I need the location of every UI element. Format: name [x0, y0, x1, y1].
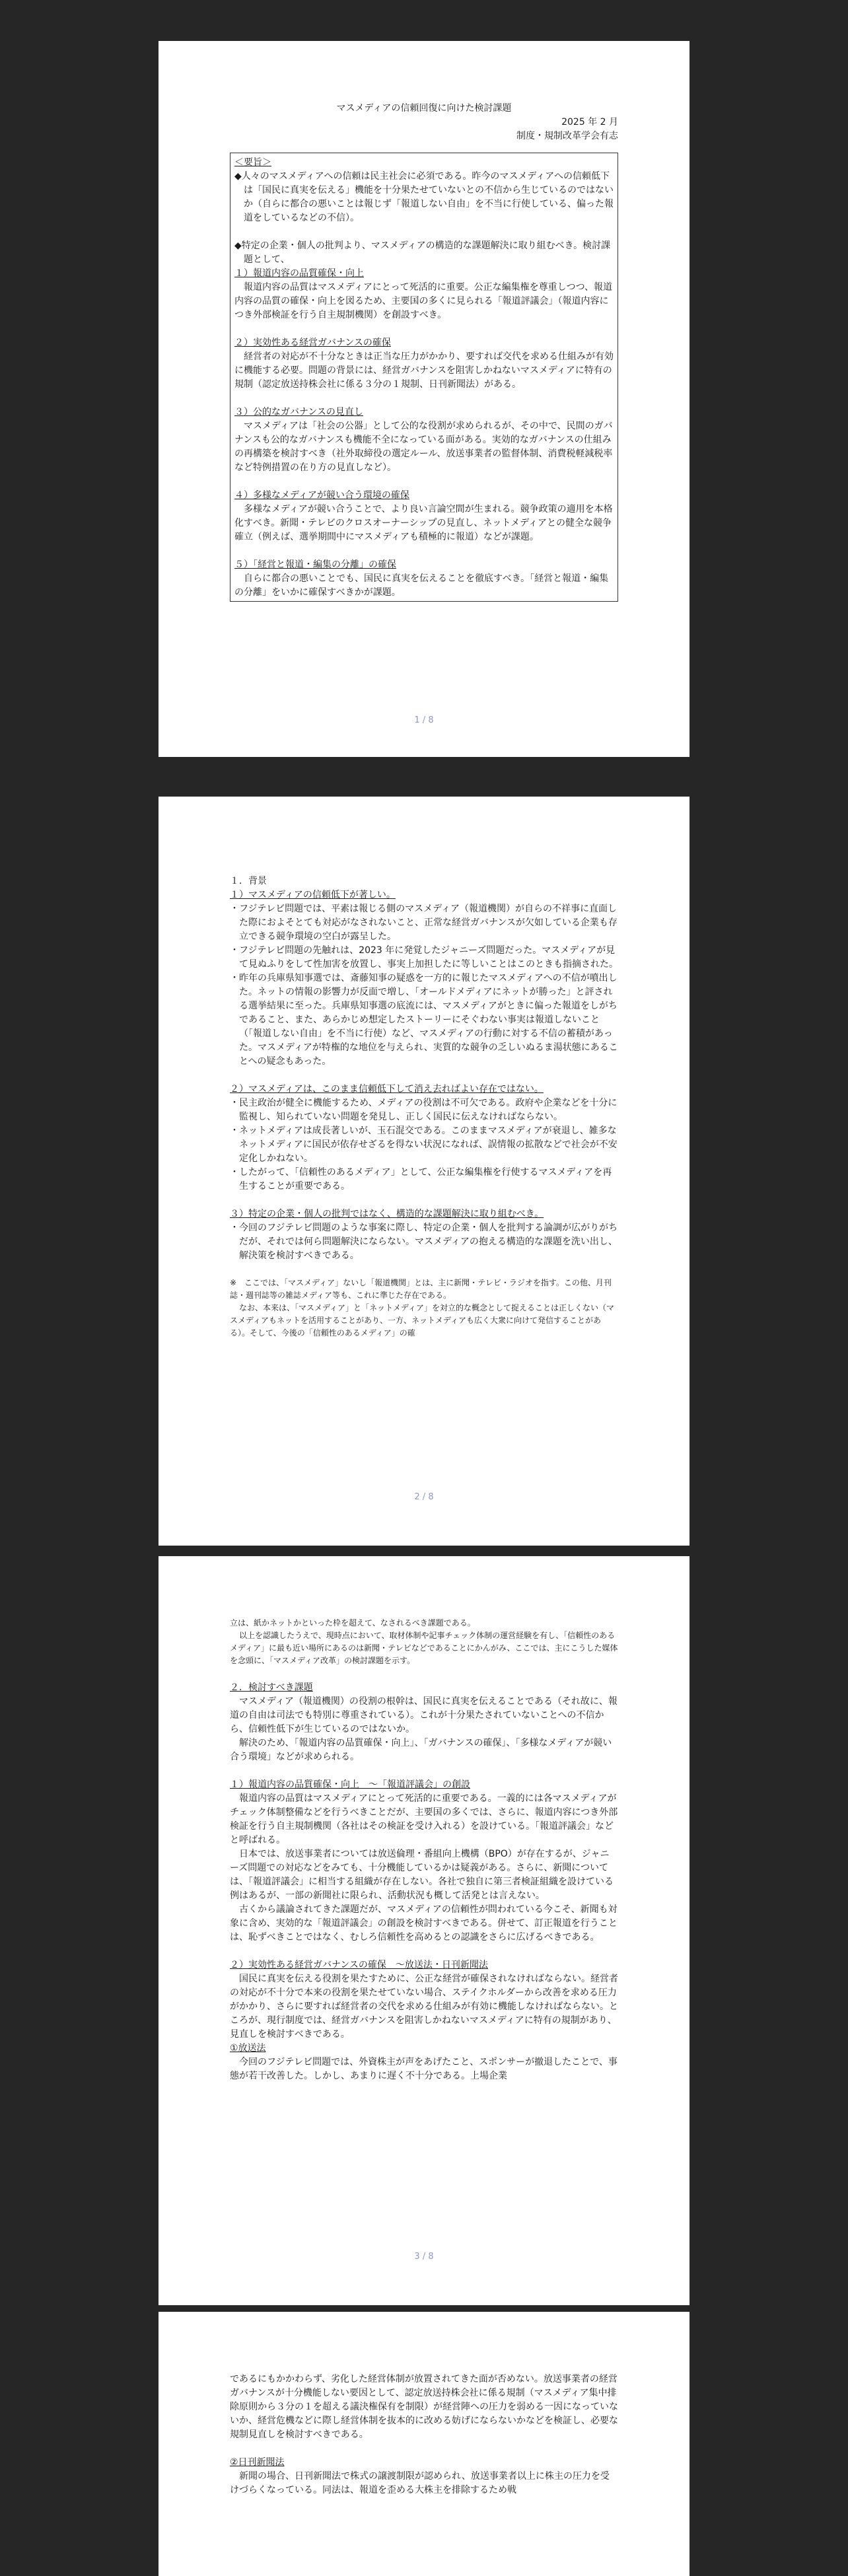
paragraph: であるにもかかわらず、劣化した経営体制が放置されてきた面が否めない。放送事業者の経営ガバナンスが十分機能しない要因として、認定放送持株会社に係る規制（マスメディア集中排除原則から３分の１を超える議決権保有を制限）が経営陣への圧力を弱める一因になっていないか、経営危機などに際し経営体制を抜本的に改める妨げにならないかなどを検証し、必要な規制見直しを検討すべきである。 [230, 2374, 618, 2440]
summary-heading: ＜要旨＞ [234, 157, 271, 168]
page-number: 3 / 8 [414, 2252, 434, 2262]
summary-item-text: 報道内容の品質はマスメディアにとって死活的に重要。公正な編集権を尊重しつつ、報道内容の品質の確保・向上を図るため、主要国の多くに見られる「報道評議会」（報道内容につき外部検証を行う自主規制機関）を創設すべき。 [234, 282, 613, 320]
paragraph: マスメディア（報道機関）の役割の根幹は、国民に真実を伝えることである（それ故に、報道の自由は司法でも特別に尊重されている）。これが十分果たされていないことへの不信から、信頼性低下が生じているのではないか。 [230, 1696, 618, 1735]
section-heading: ２．検討すべき課題 [230, 1682, 313, 1693]
summary-item-text: 自らに都合の悪いことでも、国民に真実を伝えることを徹底すべき。「経営と報道・編集の分離」をいかに確保すべきかが課題。 [234, 573, 609, 598]
subsection-heading: ２）実効性ある経営ガバナンスの確保 ～放送法・日刊新聞法 [230, 1960, 488, 1970]
bullet-item: ・したがって、「信頼性のあるメディア」として、公正な編集権を行使するマスメディアを再生することが重要である。 [230, 1167, 612, 1192]
document-title: マスメディアの信頼回復に向けた検討課題 [336, 103, 512, 114]
summary-item-heading: ５）「経営と報道・編集の分離」の確保 [234, 559, 396, 570]
paragraph: 新聞の場合、日刊新聞法で株式の譲渡制限が認められ、放送事業者以上に株主の圧力を受けづらくなっている。同法は、報道を歪める大株主を排除するため戦 [230, 2471, 610, 2495]
summary-item-heading: ４）多様なメディアが競い合う環境の確保 [234, 490, 409, 501]
document-page-1 [159, 41, 689, 757]
document-author: 制度・規制改革学会有志 [516, 131, 618, 141]
document-page-2 [159, 797, 689, 1546]
footnote-continued: なお、本来は、「マスメディア」と「ネットメディア」を対立的な概念として捉えることは正しくない（マスメディアもネットを活用することがあり、一方、ネットメディアも広く大衆に向けて発信することがある）。そして、今後の「信頼性のあるメディア」の確 [230, 1303, 614, 1338]
subsection-heading: ２）マスメディアは、このまま信頼低下して消え去ればよい存在ではない。 [230, 1084, 544, 1094]
document-page-3 [159, 1556, 689, 2305]
summary-intro-2: ◆特定の企業・個人の批判より、マスメディアの構造的な課題解決に取り組むべき。検討課題として、 [234, 240, 611, 265]
page-number: 2 / 8 [414, 1492, 434, 1502]
summary-intro: ◆人々のマスメディアへの信頼は民主社会に必須である。昨今のマスメディアへの信頼低下は「国民に真実を伝える」機能を十分果たせていないとの不信から生じているのではないか（自らに都合の悪いことは報じず「報道しない自由」を不当に行使している、偏った報道をしているなどの不信）。 [234, 171, 614, 223]
paragraph: 古くから議論されてきた課題だが、マスメディアの信頼性が問われている今こそ、新聞も対象に含め、実効的な「報道評議会」の創設を検討すべきである。併せて、訂正報道を行うことは、恥ずべきことではなく、むしろ信頼性を高めるとの認識をさらに広げるべきである。 [230, 1904, 618, 1943]
subsection-heading: ３）特定の企業・個人の批判ではなく、構造的な課題解決に取り組むべき。 [230, 1209, 544, 1219]
bullet-item: ・フジテレビ問題では、平素は報じる側のマスメディア（報道機関）が自らの不祥事に直面した際におよそとても対応がなされないこと、正常な経営ガバナンスが欠如している企業も存立できる競争環境の空白が露呈した。 [230, 904, 618, 942]
subsection-heading: １）マスメディアの信頼低下が著しい。 [230, 890, 396, 900]
paragraph: 今回のフジテレビ問題では、外資株主が声をあげたこと、スポンサーが撤退したことで、事態が若干改善した。しかし、あまりに遅く不十分である。上場企業 [230, 2057, 618, 2081]
footnote-continued: 立は、紙かネットかといった枠を超えて、なされるべき課題である。 [230, 1618, 476, 1628]
summary-item-heading: １）報道内容の品質確保・向上 [234, 268, 364, 279]
summary-item-heading: ２）実効性ある経営ガバナンスの確保 [234, 338, 391, 348]
document-page-4 [159, 2312, 689, 2576]
paragraph: 報道内容の品質はマスメディアにとって死活的に重要である。一義的には各マスメディアがチェック体制整備などを行うべきことだが、主要国の多くでは、さらに、報道内容につき外部検証を行う自主規制機関（各社はその検証を受け入れる）を設けている。「報道評議会」などと呼ばれる。 [230, 1793, 618, 1845]
paragraph: 解決のため、「報道内容の品質確保・向上」、「ガバナンスの確保」、「多様なメディアが競い合う環境」などが求められる。 [230, 1738, 612, 1762]
bullet-item: ・昨年の兵庫県知事選では、斎藤知事の疑惑を一方的に報じたマスメディアへの不信が噴出した。ネットの情報の影響力が反面で増し、「オールドメディアにネットが勝った」と評される選挙結果に至った。兵庫県知事選の底流には、マスメディアがときに偏った報道をしがちであること、また、あらかじめ想定したストーリーにそぐわない事実は報道しないこと（「報道しない自由」を不当に行使）など、マスメディアの行動に対する不信の蓄積があった。マスメディアが特権的な地位を与えられ、実質的な競争の乏しいぬるま湯状態にあることへの疑念もあった。 [230, 973, 618, 1067]
page-number: 1 / 8 [414, 715, 434, 725]
footnote: ※ ここでは、「マスメディア」ないし「報道機関」とは、主に新聞・テレビ・ラジオを指す。この他、月刊誌・週刊誌等の雑誌メディア等も、これに準じた存在である。 [230, 1278, 612, 1300]
paragraph: 国民に真実を伝える役割を果たすために、公正な経営が確保されなければならない。経営者の対応が不十分で本来の役割を果たせていない場合、ステイクホルダーから改善を求める圧力がかかり、さらに要すれば経営者の交代を求める仕組みが有効に機能しなければならない。ところが、現行制度では、経営ガバナンスを阻害しかねないマスメディアに特有の規制があり、見直しを検討すべきである。 [230, 1974, 618, 2040]
subsection-heading: １）報道内容の品質確保・向上 ～「報道評議会」の創設 [230, 1779, 470, 1790]
sub-item-heading: ②日刊新聞法 [230, 2457, 285, 2468]
section-heading: １．背景 [230, 876, 267, 886]
summary-item-text: 多様なメディアが競い合うことで、より良い言論空間が生まれる。競争政策の適用を本格化すべき。新聞・テレビのクロスオーナーシップの見直し、ネットメディアとの健全な競争確立（例えば、選挙期間中にマスメディアも積極的に報道）などが課題。 [234, 504, 613, 542]
sub-item-heading: ①放送法 [230, 2043, 266, 2054]
bullet-item: ・今回のフジテレビ問題のような事案に際し、特定の企業・個人を批判する論調が広がりがちだが、それでは何ら問題解決にならない。マスメディアの抱える構造的な課題を洗い出し、解決策を検討すべきである。 [230, 1223, 618, 1261]
summary-item-text: マスメディアは「社会の公器」として公的な役割が求められるが、その中で、民間のガバナンスも公的なガバナンスも機能不全になっている面がある。実効的なガバナンスの仕組みの再構築を検討すべき（社外取締役の選定ルール、放送事業者の監督体制、消費税軽減税率など特例措置の在り方の見直しなど）。 [234, 421, 613, 473]
bullet-item: ・フジテレビ問題の先触れは、2023 年に発覚したジャニーズ問題だった。マスメディアが見て見ぬふりをして性加害を放置し、事実上加担したに等しいことはこのときも指摘された。 [230, 945, 618, 970]
summary-item-text: 経営者の対応が不十分なときは正当な圧力がかかり、要すれば交代を求める仕組みが有効に機能する必要。問題の背景には、経営ガバナンスを阻害しかねないマスメディアに特有の規制（認定放送持株会社に係る３分の１規制、日刊新聞法）がある。 [234, 351, 614, 390]
bullet-item: ・ネットメディアは成長著しいが、玉石混交である。このままマスメディアが衰退し、雑多なネットメディアに国民が依存せざるを得ない状況になれば、誤情報の拡散などで社会が不安定化しかねない。 [230, 1126, 618, 1164]
footnote-continued: 以上を認識したうえで、現時点において、取材体制や記事チェック体制の運営経験を有し、「信頼性のあるメディア」に最も近い場所にあるのは新聞・テレビなどであることにかんがみ、ここでは、主にこうした媒体を念頭に、「マスメディア改革」の検討課題を示す。 [230, 1631, 618, 1665]
summary-item-heading: ３）公的なガバナンスの見直し [234, 407, 363, 417]
summary-box [230, 153, 618, 602]
paragraph: 日本では、放送事業者については放送倫理・番組向上機構（BPO）が存在するが、ジャニーズ問題での対応などをみても、十分機能しているかは疑義がある。さらに、新聞については、「報道評議会」に相当する組織が存在しない。各社で独自に第三者検証組織を設けている例はあるが、一部の新聞社に限られ、活動状況も概して活発とは言えない。 [230, 1849, 614, 1901]
document-date: 2025 年 2 月 [561, 117, 618, 127]
bullet-item: ・民主政治が健全に機能するため、メディアの役割は不可欠である。政府や企業などを十分に監視し、知られていない問題を発見し、正しく国民に伝えなければならない。 [230, 1098, 618, 1122]
